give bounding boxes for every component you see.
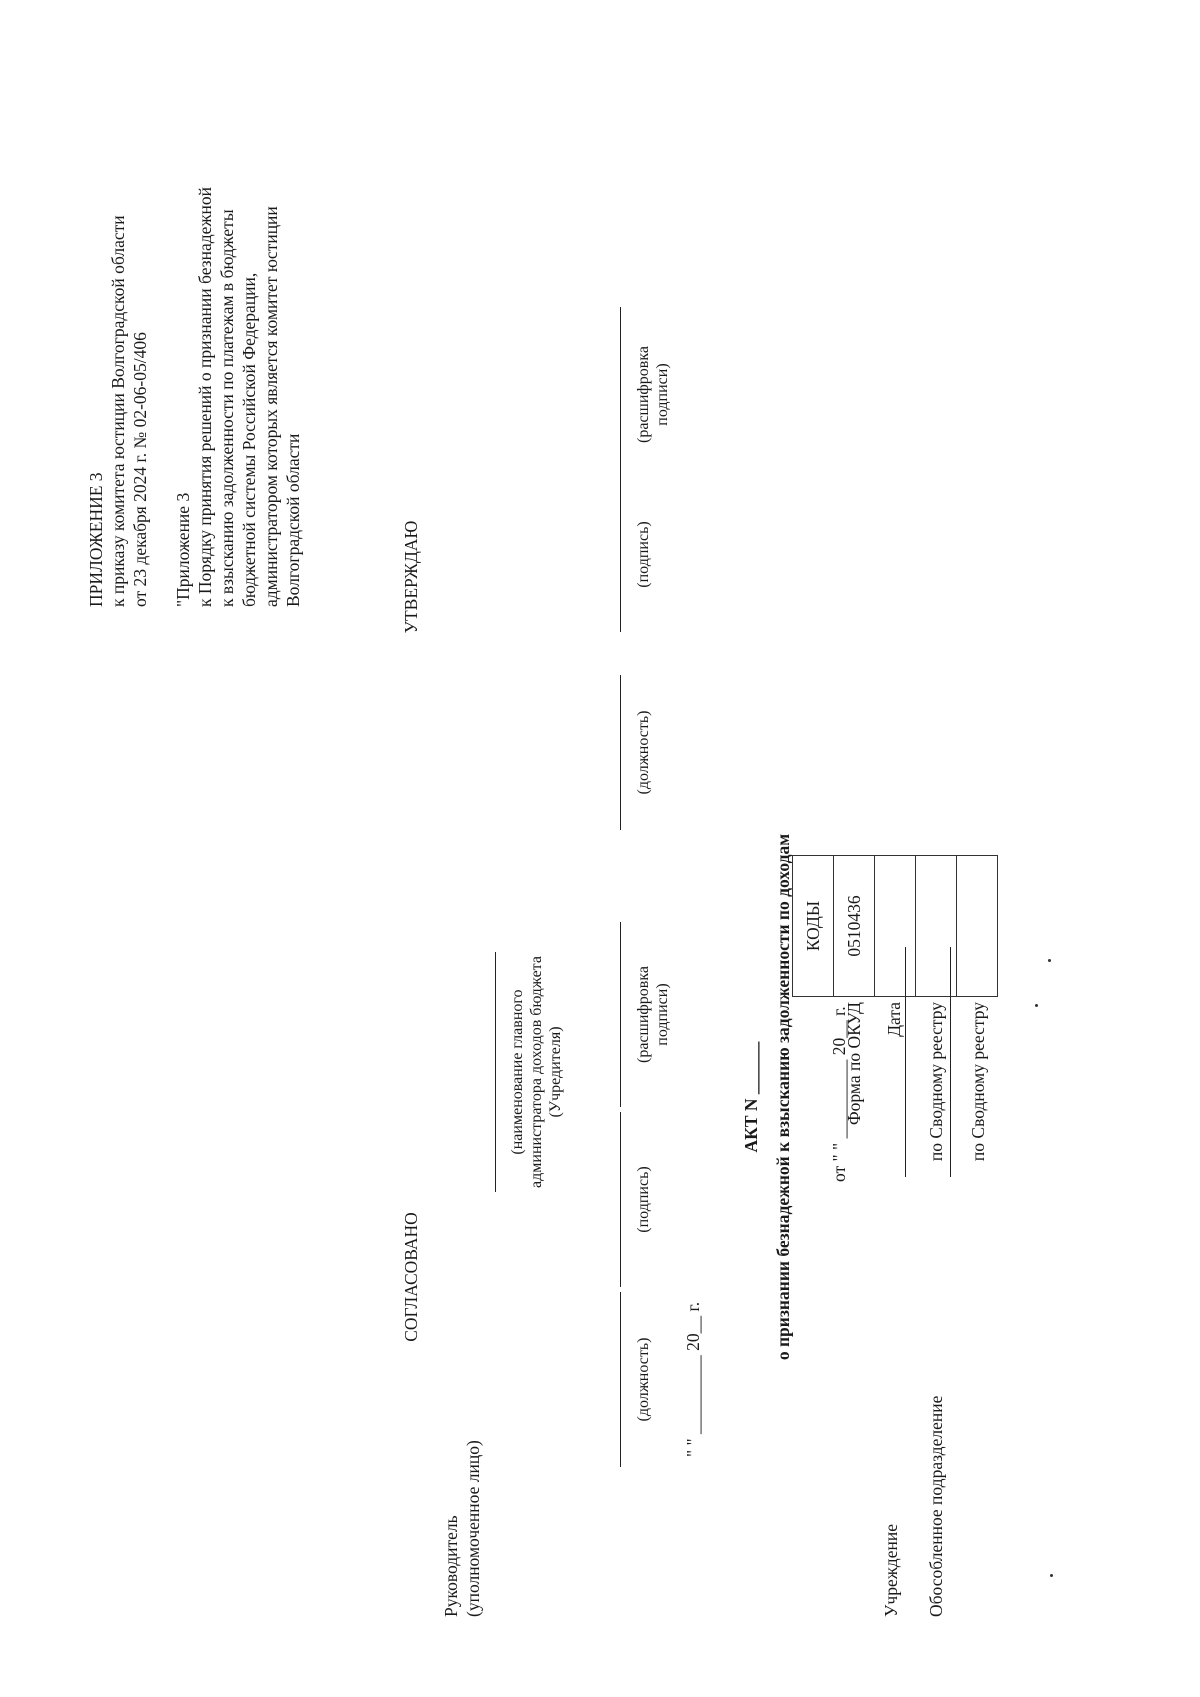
prior-appendix-line-2: к Порядку принятия решений о признании безнадежной	[195, 187, 215, 607]
prior-appendix-line-3: к взысканию задолженности по платежам в бюджеты	[217, 209, 237, 607]
act-title: АКТ N ______	[741, 1041, 761, 1153]
order-line-2: от 23 декабря 2024 г. № 02-06-05/406	[130, 332, 150, 607]
codes-cell[interactable]	[957, 856, 998, 997]
approve-signature-caption: (подпись)	[635, 521, 652, 588]
agreed-position-caption: (должность)	[635, 1337, 652, 1422]
agreed-position-line	[620, 1292, 621, 1467]
agreed-org-caption-1: (наименование главного	[509, 989, 526, 1155]
agreed-head-line-2: (уполномоченное лицо)	[463, 1440, 483, 1617]
agreed-title: СОГЛАСОВАНО	[401, 1212, 421, 1342]
subdivision-label: Обособленное подразделение	[926, 1395, 946, 1617]
agreed-org-caption-2: администратора доходов бюджета	[528, 956, 545, 1188]
codes-cell[interactable]: 0510436	[834, 856, 875, 997]
agreed-signature-line	[620, 1112, 621, 1287]
agreed-org-caption-3: (Учредителя)	[547, 1026, 564, 1118]
prior-appendix-line-5: администратором которых является комитет юстиции	[261, 206, 281, 607]
agreed-head-line-1: Руководитель	[441, 1515, 461, 1617]
codes-table	[792, 855, 998, 997]
prior-appendix-line-4: бюджетной системы Российской Федерации,	[239, 272, 259, 607]
approve-position-line	[620, 675, 621, 830]
agreed-decode-caption-1: (расшифровка	[635, 966, 652, 1063]
codes-cell[interactable]	[916, 856, 957, 997]
agreed-date-line: " " _________ 20__ г.	[683, 1301, 703, 1457]
approve-signature-line	[620, 477, 621, 632]
approve-decode-line	[620, 307, 621, 482]
approve-decode-caption-2: подписи)	[654, 363, 671, 426]
appendix-title: ПРИЛОЖЕНИЕ 3	[86, 472, 106, 607]
scan-speck	[1048, 959, 1051, 962]
agreed-signature-caption: (подпись)	[635, 1166, 652, 1233]
act-date-line: от " " _________ 20__ г.	[829, 1006, 849, 1182]
scan-speck	[1050, 1574, 1053, 1577]
prior-appendix-line-6: Волгоградской области	[283, 433, 303, 607]
codes-row-label: по Сводному реестру	[926, 1002, 946, 1162]
agreed-decode-line	[620, 922, 621, 1107]
agreed-org-line	[495, 952, 496, 1192]
codes-header: КОДЫ	[793, 856, 834, 997]
codes-cell[interactable]	[875, 856, 916, 997]
codes-row-label: по Сводному реестру	[968, 1002, 988, 1162]
institution-label: Учреждение	[881, 1524, 901, 1617]
prior-appendix-line-1: "Приложение 3	[173, 492, 193, 607]
codes-row-label: Форма по ОКУД	[844, 1002, 864, 1126]
approve-decode-caption-1: (расшифровка	[635, 346, 652, 443]
codes-row-label: Дата	[884, 1002, 904, 1037]
scan-speck	[1035, 1004, 1038, 1007]
order-line-1: к приказу комитета юстиции Волгоградской области	[108, 215, 128, 607]
approve-position-caption: (должность)	[635, 710, 652, 795]
act-subtitle: о признании безнадежной к взысканию задолженности по доходам	[773, 833, 793, 1361]
agreed-decode-caption-2: подписи)	[654, 983, 671, 1046]
approve-title: УТВЕРЖДАЮ	[401, 520, 421, 634]
